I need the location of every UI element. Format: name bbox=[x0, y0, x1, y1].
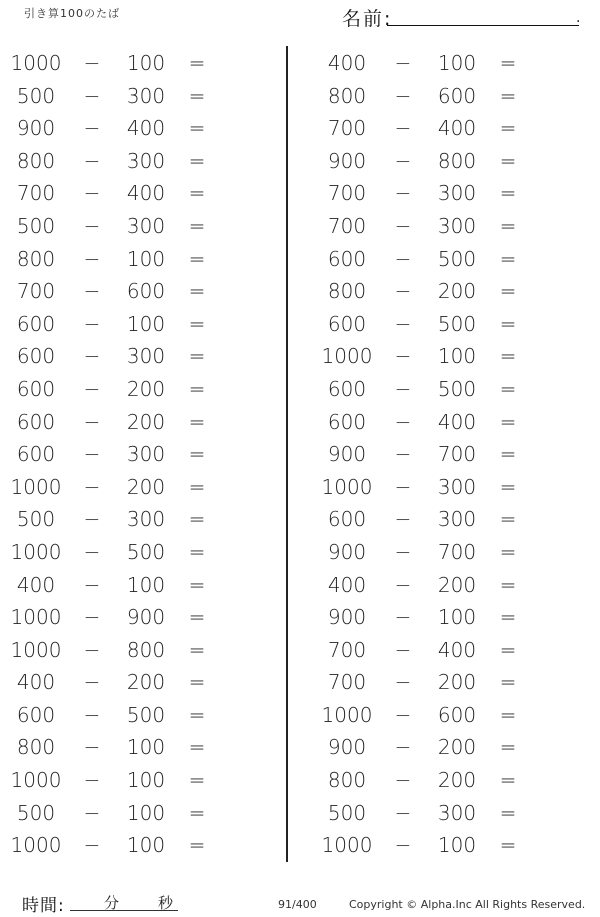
minuend: 400 bbox=[16, 572, 56, 597]
minuend: 600 bbox=[16, 344, 56, 369]
minus-sign: − bbox=[394, 605, 412, 630]
minus-sign: − bbox=[394, 279, 412, 304]
minus-sign: − bbox=[394, 670, 412, 695]
minus-sign: − bbox=[83, 507, 101, 532]
equals-sign: = bbox=[499, 637, 517, 662]
minuend: 700 bbox=[327, 213, 367, 238]
equals-sign: = bbox=[499, 279, 517, 304]
minus-sign: − bbox=[83, 670, 101, 695]
subtrahend: 100 bbox=[126, 735, 166, 760]
minuend: 900 bbox=[16, 116, 56, 141]
equals-sign: = bbox=[499, 442, 517, 467]
minus-sign: − bbox=[83, 344, 101, 369]
equals-sign: = bbox=[188, 539, 206, 564]
minus-sign: − bbox=[83, 605, 101, 630]
problem-row bbox=[311, 145, 571, 178]
minuend: 900 bbox=[327, 442, 367, 467]
subtrahend: 500 bbox=[126, 702, 166, 727]
equals-sign: = bbox=[188, 181, 206, 206]
problem-row bbox=[311, 536, 571, 569]
problem-row bbox=[0, 601, 260, 634]
equals-sign: = bbox=[499, 116, 517, 141]
minus-sign: − bbox=[83, 311, 101, 336]
subtrahend: 100 bbox=[126, 572, 166, 597]
minus-sign: − bbox=[83, 539, 101, 564]
minuend: 1000 bbox=[10, 833, 62, 858]
minuend: 700 bbox=[16, 181, 56, 206]
subtrahend: 400 bbox=[126, 181, 166, 206]
minuend: 500 bbox=[327, 800, 367, 825]
equals-sign: = bbox=[188, 311, 206, 336]
subtrahend: 100 bbox=[126, 51, 166, 75]
minuend: 500 bbox=[16, 83, 56, 108]
problem-row bbox=[0, 569, 260, 602]
minus-sign: − bbox=[83, 181, 101, 206]
equals-sign: = bbox=[188, 344, 206, 369]
equals-sign: = bbox=[188, 572, 206, 597]
minus-sign: − bbox=[394, 539, 412, 564]
minuend: 700 bbox=[327, 116, 367, 141]
problem-row bbox=[311, 275, 571, 308]
minus-sign: − bbox=[83, 637, 101, 662]
minuend: 400 bbox=[327, 572, 367, 597]
minuend: 900 bbox=[327, 605, 367, 630]
minuend: 500 bbox=[16, 800, 56, 825]
subtrahend: 400 bbox=[437, 116, 477, 141]
minuend: 900 bbox=[327, 539, 367, 564]
subtrahend: 200 bbox=[437, 670, 477, 695]
minuend: 700 bbox=[327, 670, 367, 695]
equals-sign: = bbox=[499, 768, 517, 793]
minus-sign: − bbox=[394, 833, 412, 858]
subtrahend: 100 bbox=[126, 311, 166, 336]
equals-sign: = bbox=[188, 768, 206, 793]
minus-sign: − bbox=[83, 376, 101, 401]
problem-row bbox=[0, 764, 260, 797]
equals-sign: = bbox=[188, 213, 206, 238]
page-number: 91/400 bbox=[278, 898, 317, 911]
minuend: 600 bbox=[16, 376, 56, 401]
minus-sign: − bbox=[394, 181, 412, 206]
minus-sign: − bbox=[83, 768, 101, 793]
minus-sign: − bbox=[83, 148, 101, 173]
problem-row bbox=[311, 764, 571, 797]
equals-sign: = bbox=[499, 800, 517, 825]
minus-sign: − bbox=[83, 116, 101, 141]
equals-sign: = bbox=[499, 246, 517, 271]
subtrahend: 700 bbox=[437, 442, 477, 467]
equals-sign: = bbox=[499, 148, 517, 173]
minuend: 700 bbox=[16, 279, 56, 304]
minuend: 600 bbox=[327, 409, 367, 434]
equals-sign: = bbox=[188, 833, 206, 858]
minuend: 800 bbox=[327, 83, 367, 108]
subtrahend: 100 bbox=[126, 833, 166, 858]
minus-sign: − bbox=[394, 702, 412, 727]
problem-row bbox=[311, 406, 571, 439]
equals-sign: = bbox=[188, 637, 206, 662]
problem-row bbox=[0, 503, 260, 536]
subtrahend: 300 bbox=[437, 474, 477, 499]
minuend: 1000 bbox=[321, 702, 373, 727]
minuend: 900 bbox=[327, 735, 367, 760]
minus-sign: − bbox=[394, 376, 412, 401]
equals-sign: = bbox=[499, 181, 517, 206]
problem-row bbox=[0, 406, 260, 439]
minus-sign: − bbox=[83, 833, 101, 858]
equals-sign: = bbox=[188, 51, 206, 75]
minus-sign: − bbox=[394, 474, 412, 499]
problem-row bbox=[311, 243, 571, 276]
problem-row bbox=[0, 243, 260, 276]
subtrahend: 200 bbox=[126, 670, 166, 695]
problem-row bbox=[0, 634, 260, 667]
equals-sign: = bbox=[499, 51, 517, 75]
minus-sign: − bbox=[83, 442, 101, 467]
problem-row bbox=[311, 438, 571, 471]
subtrahend: 100 bbox=[126, 800, 166, 825]
equals-sign: = bbox=[499, 474, 517, 499]
minuend: 1000 bbox=[321, 833, 373, 858]
problem-row bbox=[0, 699, 260, 732]
seconds-label: 秒 bbox=[158, 894, 174, 912]
equals-sign: = bbox=[188, 800, 206, 825]
equals-sign: = bbox=[188, 507, 206, 532]
minus-sign: − bbox=[394, 246, 412, 271]
problem-row bbox=[311, 666, 571, 699]
equals-sign: = bbox=[188, 279, 206, 304]
minuend: 600 bbox=[327, 376, 367, 401]
minus-sign: − bbox=[394, 507, 412, 532]
equals-sign: = bbox=[499, 344, 517, 369]
name-field-end: . bbox=[576, 10, 581, 26]
subtrahend: 200 bbox=[437, 572, 477, 597]
minus-sign: − bbox=[394, 148, 412, 173]
problem-row bbox=[311, 569, 571, 602]
problem-row bbox=[311, 47, 571, 80]
subtrahend: 300 bbox=[437, 213, 477, 238]
minus-sign: − bbox=[83, 800, 101, 825]
minuend: 800 bbox=[327, 279, 367, 304]
minus-sign: − bbox=[394, 311, 412, 336]
problem-row bbox=[311, 503, 571, 536]
subtrahend: 100 bbox=[437, 51, 477, 75]
problem-row bbox=[311, 112, 571, 145]
minuend: 1000 bbox=[321, 344, 373, 369]
equals-sign: = bbox=[499, 507, 517, 532]
subtrahend: 200 bbox=[126, 376, 166, 401]
minus-sign: − bbox=[83, 572, 101, 597]
subtrahend: 500 bbox=[437, 311, 477, 336]
subtrahend: 700 bbox=[437, 539, 477, 564]
minuend: 1000 bbox=[10, 539, 62, 564]
subtrahend: 200 bbox=[126, 474, 166, 499]
problem-row bbox=[0, 731, 260, 764]
minuend: 1000 bbox=[321, 474, 373, 499]
equals-sign: = bbox=[188, 409, 206, 434]
minuend: 1000 bbox=[10, 51, 62, 75]
subtrahend: 500 bbox=[437, 376, 477, 401]
subtrahend: 100 bbox=[126, 246, 166, 271]
problem-row bbox=[0, 112, 260, 145]
problem-row bbox=[311, 634, 571, 667]
subtrahend: 600 bbox=[126, 279, 166, 304]
equals-sign: = bbox=[188, 83, 206, 108]
minuend: 700 bbox=[327, 181, 367, 206]
equals-sign: = bbox=[499, 409, 517, 434]
equals-sign: = bbox=[499, 83, 517, 108]
problem-row bbox=[0, 177, 260, 210]
subtrahend: 400 bbox=[126, 116, 166, 141]
minus-sign: − bbox=[394, 213, 412, 238]
subtrahend: 300 bbox=[126, 442, 166, 467]
problem-row bbox=[311, 340, 571, 373]
problem-row bbox=[0, 340, 260, 373]
subtrahend: 300 bbox=[126, 344, 166, 369]
problem-row bbox=[0, 471, 260, 504]
problem-row bbox=[311, 80, 571, 113]
minus-sign: − bbox=[394, 51, 412, 75]
equals-sign: = bbox=[188, 148, 206, 173]
equals-sign: = bbox=[499, 670, 517, 695]
minuend: 600 bbox=[16, 311, 56, 336]
problem-row bbox=[311, 797, 571, 830]
problem-row bbox=[0, 536, 260, 569]
equals-sign: = bbox=[499, 311, 517, 336]
problem-row bbox=[311, 210, 571, 243]
time-label: 時間: bbox=[22, 896, 65, 916]
minuend: 600 bbox=[327, 507, 367, 532]
subtrahend: 900 bbox=[126, 605, 166, 630]
problem-row bbox=[311, 373, 571, 406]
worksheet-title: 引き算100のたば bbox=[24, 7, 120, 20]
equals-sign: = bbox=[499, 833, 517, 858]
equals-sign: = bbox=[499, 376, 517, 401]
equals-sign: = bbox=[499, 605, 517, 630]
equals-sign: = bbox=[499, 572, 517, 597]
subtrahend: 200 bbox=[437, 768, 477, 793]
minuend: 1000 bbox=[10, 768, 62, 793]
minus-sign: − bbox=[394, 637, 412, 662]
minus-sign: − bbox=[83, 246, 101, 271]
minus-sign: − bbox=[83, 83, 101, 108]
minus-sign: − bbox=[394, 116, 412, 141]
subtrahend: 300 bbox=[126, 507, 166, 532]
minus-sign: − bbox=[394, 800, 412, 825]
problem-row bbox=[0, 275, 260, 308]
subtrahend: 200 bbox=[437, 279, 477, 304]
problem-row bbox=[311, 177, 571, 210]
problem-row bbox=[311, 308, 571, 341]
equals-sign: = bbox=[188, 246, 206, 271]
subtrahend: 600 bbox=[437, 702, 477, 727]
equals-sign: = bbox=[499, 539, 517, 564]
minuend: 900 bbox=[327, 148, 367, 173]
name-label: 名前: bbox=[342, 8, 393, 30]
subtrahend: 500 bbox=[126, 539, 166, 564]
minuend: 600 bbox=[327, 246, 367, 271]
minuend: 1000 bbox=[10, 637, 62, 662]
subtrahend: 400 bbox=[437, 637, 477, 662]
equals-sign: = bbox=[188, 376, 206, 401]
equals-sign: = bbox=[499, 213, 517, 238]
problem-row bbox=[0, 797, 260, 830]
problem-row bbox=[0, 666, 260, 699]
minus-sign: − bbox=[83, 279, 101, 304]
minuend: 400 bbox=[16, 670, 56, 695]
minus-sign: − bbox=[83, 735, 101, 760]
equals-sign: = bbox=[188, 605, 206, 630]
minuend: 1000 bbox=[10, 474, 62, 499]
minus-sign: − bbox=[394, 409, 412, 434]
equals-sign: = bbox=[188, 670, 206, 695]
problem-row bbox=[311, 829, 571, 862]
minuend: 600 bbox=[16, 409, 56, 434]
minus-sign: − bbox=[394, 572, 412, 597]
minus-sign: − bbox=[394, 83, 412, 108]
subtrahend: 800 bbox=[437, 148, 477, 173]
equals-sign: = bbox=[188, 702, 206, 727]
minuend: 400 bbox=[327, 51, 367, 75]
minuend: 800 bbox=[16, 735, 56, 760]
subtrahend: 200 bbox=[437, 735, 477, 760]
minus-sign: − bbox=[394, 442, 412, 467]
problem-row bbox=[311, 601, 571, 634]
subtrahend: 300 bbox=[437, 800, 477, 825]
minus-sign: − bbox=[394, 768, 412, 793]
subtrahend: 100 bbox=[437, 833, 477, 858]
minuend: 800 bbox=[16, 246, 56, 271]
minus-sign: − bbox=[83, 474, 101, 499]
minuend: 500 bbox=[16, 213, 56, 238]
subtrahend: 300 bbox=[126, 213, 166, 238]
problem-row bbox=[0, 210, 260, 243]
subtrahend: 100 bbox=[437, 605, 477, 630]
subtrahend: 300 bbox=[437, 507, 477, 532]
minuend: 800 bbox=[327, 768, 367, 793]
minuend: 1000 bbox=[10, 605, 62, 630]
equals-sign: = bbox=[188, 735, 206, 760]
subtrahend: 200 bbox=[126, 409, 166, 434]
minuend: 600 bbox=[327, 311, 367, 336]
equals-sign: = bbox=[499, 735, 517, 760]
subtrahend: 500 bbox=[437, 246, 477, 271]
minus-sign: − bbox=[83, 51, 101, 75]
subtrahend: 400 bbox=[437, 409, 477, 434]
problem-row bbox=[0, 373, 260, 406]
minus-sign: − bbox=[394, 735, 412, 760]
minuend: 500 bbox=[16, 507, 56, 532]
minus-sign: − bbox=[83, 702, 101, 727]
subtrahend: 800 bbox=[126, 637, 166, 662]
problem-row bbox=[0, 829, 260, 862]
left-problem-column bbox=[0, 47, 260, 862]
right-problem-column bbox=[311, 47, 571, 862]
minutes-label: 分 bbox=[104, 894, 120, 912]
subtrahend: 300 bbox=[437, 181, 477, 206]
copyright-notice: Copyright © Alpha.Inc All Rights Reserved. bbox=[349, 898, 586, 911]
equals-sign: = bbox=[188, 474, 206, 499]
problem-row bbox=[0, 438, 260, 471]
problem-row bbox=[0, 47, 260, 80]
column-divider bbox=[286, 46, 288, 862]
name-field[interactable] bbox=[387, 25, 579, 26]
subtrahend: 300 bbox=[126, 148, 166, 173]
subtrahend: 100 bbox=[437, 344, 477, 369]
minuend: 600 bbox=[16, 702, 56, 727]
minuend: 800 bbox=[16, 148, 56, 173]
subtrahend: 300 bbox=[126, 83, 166, 108]
minuend: 700 bbox=[327, 637, 367, 662]
problem-row bbox=[0, 80, 260, 113]
problem-row bbox=[311, 731, 571, 764]
equals-sign: = bbox=[188, 116, 206, 141]
equals-sign: = bbox=[188, 442, 206, 467]
equals-sign: = bbox=[499, 702, 517, 727]
minus-sign: − bbox=[83, 213, 101, 238]
minus-sign: − bbox=[83, 409, 101, 434]
problem-row bbox=[0, 308, 260, 341]
minuend: 600 bbox=[16, 442, 56, 467]
minus-sign: − bbox=[394, 344, 412, 369]
problem-row bbox=[0, 145, 260, 178]
problem-row bbox=[311, 471, 571, 504]
subtrahend: 100 bbox=[126, 768, 166, 793]
problem-row bbox=[311, 699, 571, 732]
subtrahend: 600 bbox=[437, 83, 477, 108]
